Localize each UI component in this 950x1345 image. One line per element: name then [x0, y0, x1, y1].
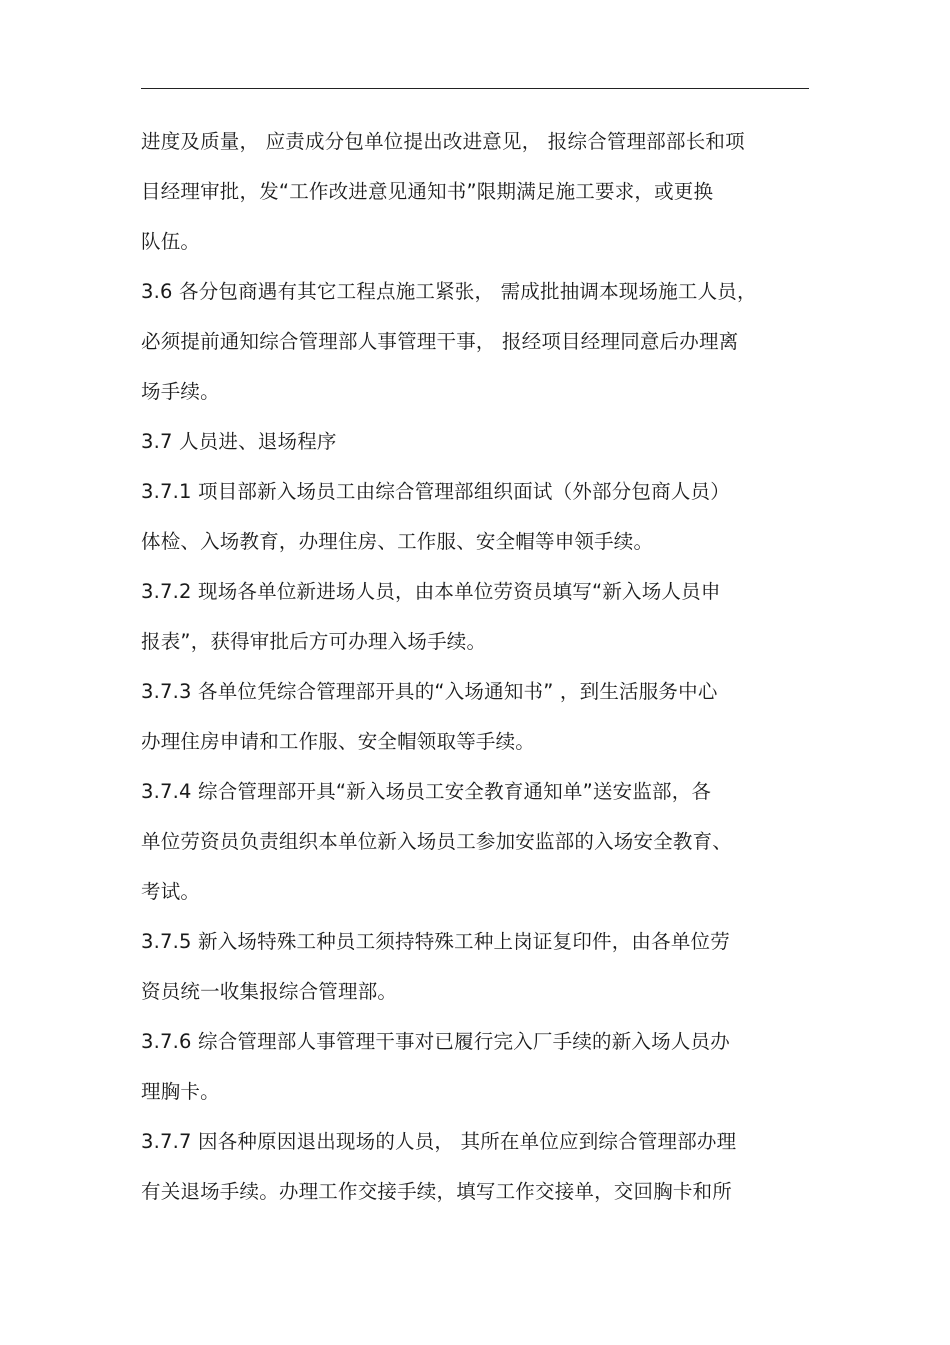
text-line: 办理住房申请和工作服、安全帽领取等手续。: [141, 730, 536, 753]
text-line: 3.7.7 因各种原因退出现场的人员， 其所在单位应到综合管理部办理: [141, 1130, 737, 1153]
text-line: 3.6 各分包商遇有其它工程点施工紧张， 需成批抽调本现场施工人员，: [141, 280, 757, 303]
text-line: 3.7.1 项目部新入场员工由综合管理部组织面试（外部分包商人员）: [141, 480, 730, 503]
text-line: 3.7.2 现场各单位新进场人员，由本单位劳资员填写“新入场人员申: [141, 580, 721, 603]
text-line: 考试。: [141, 880, 201, 903]
text-line: 体检、入场教育，办理住房、工作服、安全帽等申领手续。: [141, 530, 654, 553]
text-line: 目经理审批，发“工作改进意见通知书”限期满足施工要求，或更换: [141, 180, 714, 203]
body-text: [141, 117, 809, 1217]
text-line: 3.7.6 综合管理部人事管理干事对已履行完入厂手续的新入场人员办: [141, 1030, 730, 1053]
text-line: 有关退场手续。办理工作交接手续，填写工作交接单，交回胸卡和所: [141, 1180, 733, 1203]
text-line: 3.7.3 各单位凭综合管理部开具的“入场通知书” ，到生活服务中心: [141, 680, 718, 703]
text-line: 报表”，获得审批后方可办理入场手续。: [141, 630, 487, 653]
text-line: 进度及质量， 应责成分包单位提出改进意见， 报综合管理部部长和项: [141, 130, 745, 153]
header-rule: [141, 88, 809, 89]
text-line: 队伍。: [141, 230, 201, 253]
text-line: 3.7.5 新入场特殊工种员工须持特殊工种上岗证复印件，由各单位劳: [141, 930, 730, 953]
section-heading: 3.7 人员进、退场程序: [141, 430, 337, 453]
text-line: 理胸卡。: [141, 1080, 220, 1103]
text-line: 3.7.4 综合管理部开具“新入场员工安全教育通知单”送安监部，各: [141, 780, 712, 803]
text-line: 单位劳资员负责组织本单位新入场员工参加安监部的入场安全教育、: [141, 830, 733, 853]
text-line: 场手续。: [141, 380, 220, 403]
text-line: 资员统一收集报综合管理部。: [141, 980, 398, 1003]
text-line: 必须提前通知综合管理部人事管理干事， 报经项目经理同意后办理离: [141, 330, 739, 353]
